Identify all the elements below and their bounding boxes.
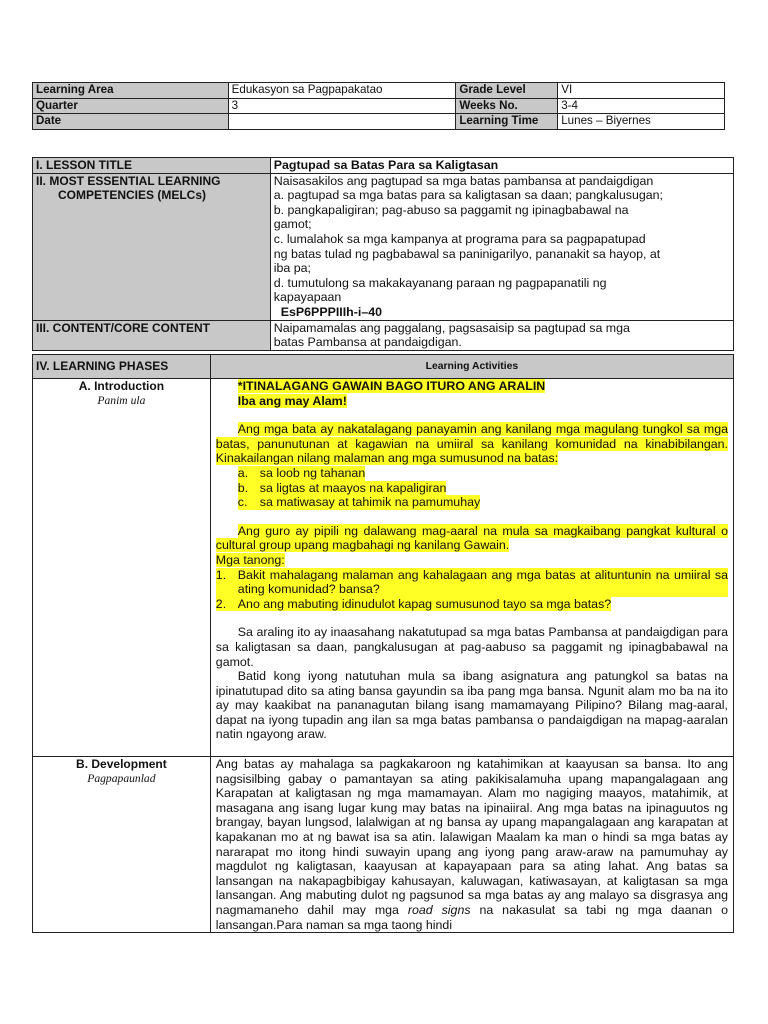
introduction-activities bbox=[210, 379, 733, 757]
learning-area-label: Learning Area bbox=[33, 83, 229, 99]
development-activities bbox=[210, 757, 733, 933]
development-phase-cell bbox=[33, 757, 211, 933]
melc-label-line-2: COMPETENCIES (MELCs) bbox=[58, 188, 207, 203]
introduction-label: A. Introduction bbox=[78, 379, 165, 393]
header-table bbox=[32, 82, 725, 130]
question-item: 2. Ano ang mabuting idinudulot kapag sumusunod tayo sa mga batas? bbox=[215, 596, 612, 611]
introduction-phase-cell bbox=[33, 379, 211, 757]
lesson-table bbox=[32, 157, 734, 351]
introduction-sublabel: Panim ula bbox=[97, 393, 146, 407]
development-sublabel: Pagpapaunlad bbox=[87, 771, 156, 785]
melc-label-line-1: II. MOST ESSENTIAL LEARNING bbox=[36, 173, 221, 188]
learning-time-value: Lunes – Biyernes bbox=[558, 114, 725, 130]
learning-time-label: Learning Time bbox=[456, 114, 558, 130]
intro-paragraph-3: Sa araling ito ay inaasahang nakatutupad sa mga batas Pambansa at pandaigdigan para sa kaligtasan sa daan, pangkalusugan at pag-aabuso sa paggamit ng ipinagbabawal na gamot. bbox=[215, 625, 728, 669]
development-label: B. Development bbox=[76, 757, 167, 772]
melc-line: gamot; bbox=[273, 217, 312, 232]
melc-label bbox=[33, 173, 271, 320]
learning-phases-table bbox=[32, 354, 734, 933]
melc-line: ng batas tulad ng pagbabawal sa paninigarilyo, pananakit sa hayop, at bbox=[273, 246, 661, 261]
activity-title: Iba ang may Alam! bbox=[237, 393, 347, 408]
melc-line: kapayapaan bbox=[273, 290, 342, 305]
melc-text bbox=[270, 173, 733, 320]
development-paragraph: Ang batas ay mahalaga sa pagkakaroon ng katahimikan at kaayusan sa bansa. Ito ang nagsisilbing gabay o pamantayan sa ating pakikisalamuha upang mapangalagaan ang Karapatan at kaligtasan ng mga mamamayan. Alam mo nagiging maayos, matahimik, at masagana ang isang lugar kung may batas na ipinaiiral. Ang mga batas na ipinaguutos ng brangay, bayan lungsod, lalalwigan at ng bansa ay upang mapangalagaan ang karapatan at kapakanan mo at ng bawat isa sa atin. lalawigan Maalam ka man o hindi sa mga batas ay nararapat mo itong hindi suwayin upang ang iyong pang araw-araw na pamumuhay ay magdulot ng kaligtasan, kaayusan at kapayapaan para sa ating lahat. Ang batas sa lansangan na nakapagbibigay kahusayan, kaluwagan, katiwasayan, at kaligtasan sa mga lansangan. Ang mabuting dulot ng pagsunod sa mga batas ay ang malayo sa disgrasya ang nagmamaneho dahil may mga road signs na nakasulat sa tabi ng mga daanan o lansangan.Para naman sa mga taong hindi bbox=[215, 757, 728, 932]
intro-paragraph-1: Ang mga bata ay nakatalagang panayamin ang kanilang mga magulang tungkol sa mga batas, panunutunan at kagawian na umiiral sa kanilang komunidad na kinabibilangan. Kinakailangan nilang malaman ang mga sumusunod na batas: bbox=[215, 422, 728, 466]
road-signs-emphasis: road signs bbox=[407, 903, 471, 917]
melc-line: b. pangkapaligiran; pag-abuso sa paggamit ng ipinagbabawal na bbox=[273, 202, 629, 217]
pre-lesson-heading: *ITINALAGANG GAWAIN BAGO ITURO ANG ARALIN bbox=[237, 379, 546, 393]
melc-code: EsP6PPPIIIh-i–40 bbox=[280, 304, 382, 319]
learning-activities-header: Learning Activities bbox=[210, 355, 733, 379]
content-line: Naipamamalas ang paggalang, pagsasaisip sa pagtupad sa mga bbox=[273, 320, 630, 335]
questions-label: Mga tanong: bbox=[215, 552, 285, 567]
melc-line: a. pagtupad sa mga batas para sa kaligtasan sa daan; pangkalusugan; bbox=[273, 188, 663, 203]
date-value bbox=[228, 114, 456, 130]
learning-area-value: Edukasyon sa Pagpapakatao bbox=[228, 83, 456, 99]
lesson-title: Pagtupad sa Batas Para sa Kaligtasan bbox=[270, 158, 733, 174]
grade-level-label: Grade Level bbox=[456, 83, 558, 99]
melc-line: Naisasakilos ang pagtupad sa mga batas pambansa at pandaigdigan bbox=[273, 173, 654, 188]
weeks-value: 3-4 bbox=[558, 98, 725, 114]
list-item: c. sa matiwasay at tahimik na pamumuhay bbox=[237, 495, 481, 510]
content-text bbox=[270, 320, 733, 350]
quarter-label: Quarter bbox=[33, 98, 229, 114]
content-label: III. CONTENT/CORE CONTENT bbox=[33, 320, 271, 350]
weeks-label: Weeks No. bbox=[456, 98, 558, 114]
intro-paragraph-2: Ang guro ay pipili ng dalawang mag-aaral na mula sa magkaibang pangkat kultural o cultural group upang magbahagi ng kanilang Gawain. bbox=[215, 523, 728, 553]
grade-level-value: VI bbox=[558, 83, 725, 99]
melc-line: d. tumutulong sa makakayanang paraan ng pagpapanatili ng bbox=[273, 275, 607, 290]
lesson-title-label: I. LESSON TITLE bbox=[33, 158, 271, 174]
learning-phases-label: IV. LEARNING PHASES bbox=[33, 355, 211, 379]
date-label: Date bbox=[33, 114, 229, 130]
intro-paragraph-4: Batid kong iyong natutuhan mula sa ibang asignatura ang patungkol sa batas na ipinatutupad dito sa ating bansa gayundin sa iba pang mga bansa. Ngunit alam mo ba na ito ay may kaakibat na pananagutan bilang isang mamamayang Pilipino? Bilang mag-aaral, dapat na iyong tupadin ang ilan sa mga batas pambansa o pandaigdigan na mapag-aaralan natin ngayong araw. bbox=[215, 669, 728, 742]
list-item: b. sa ligtas at maayos na kapaligiran bbox=[237, 480, 447, 495]
question-item: 1. Bakit mahalagang malaman ang kahalagaan ang mga batas at alituntunin na umiiral sa ating komunidad? bansa? bbox=[215, 567, 728, 597]
melc-line: c. lumalahok sa mga kampanya at programa para sa pagpapatupad bbox=[273, 231, 646, 246]
quarter-value: 3 bbox=[228, 98, 456, 114]
content-line: batas Pambansa at pandaigdigan. bbox=[273, 335, 462, 350]
melc-line: iba pa; bbox=[273, 261, 311, 276]
list-item: a. sa loob ng tahanan bbox=[237, 465, 366, 480]
